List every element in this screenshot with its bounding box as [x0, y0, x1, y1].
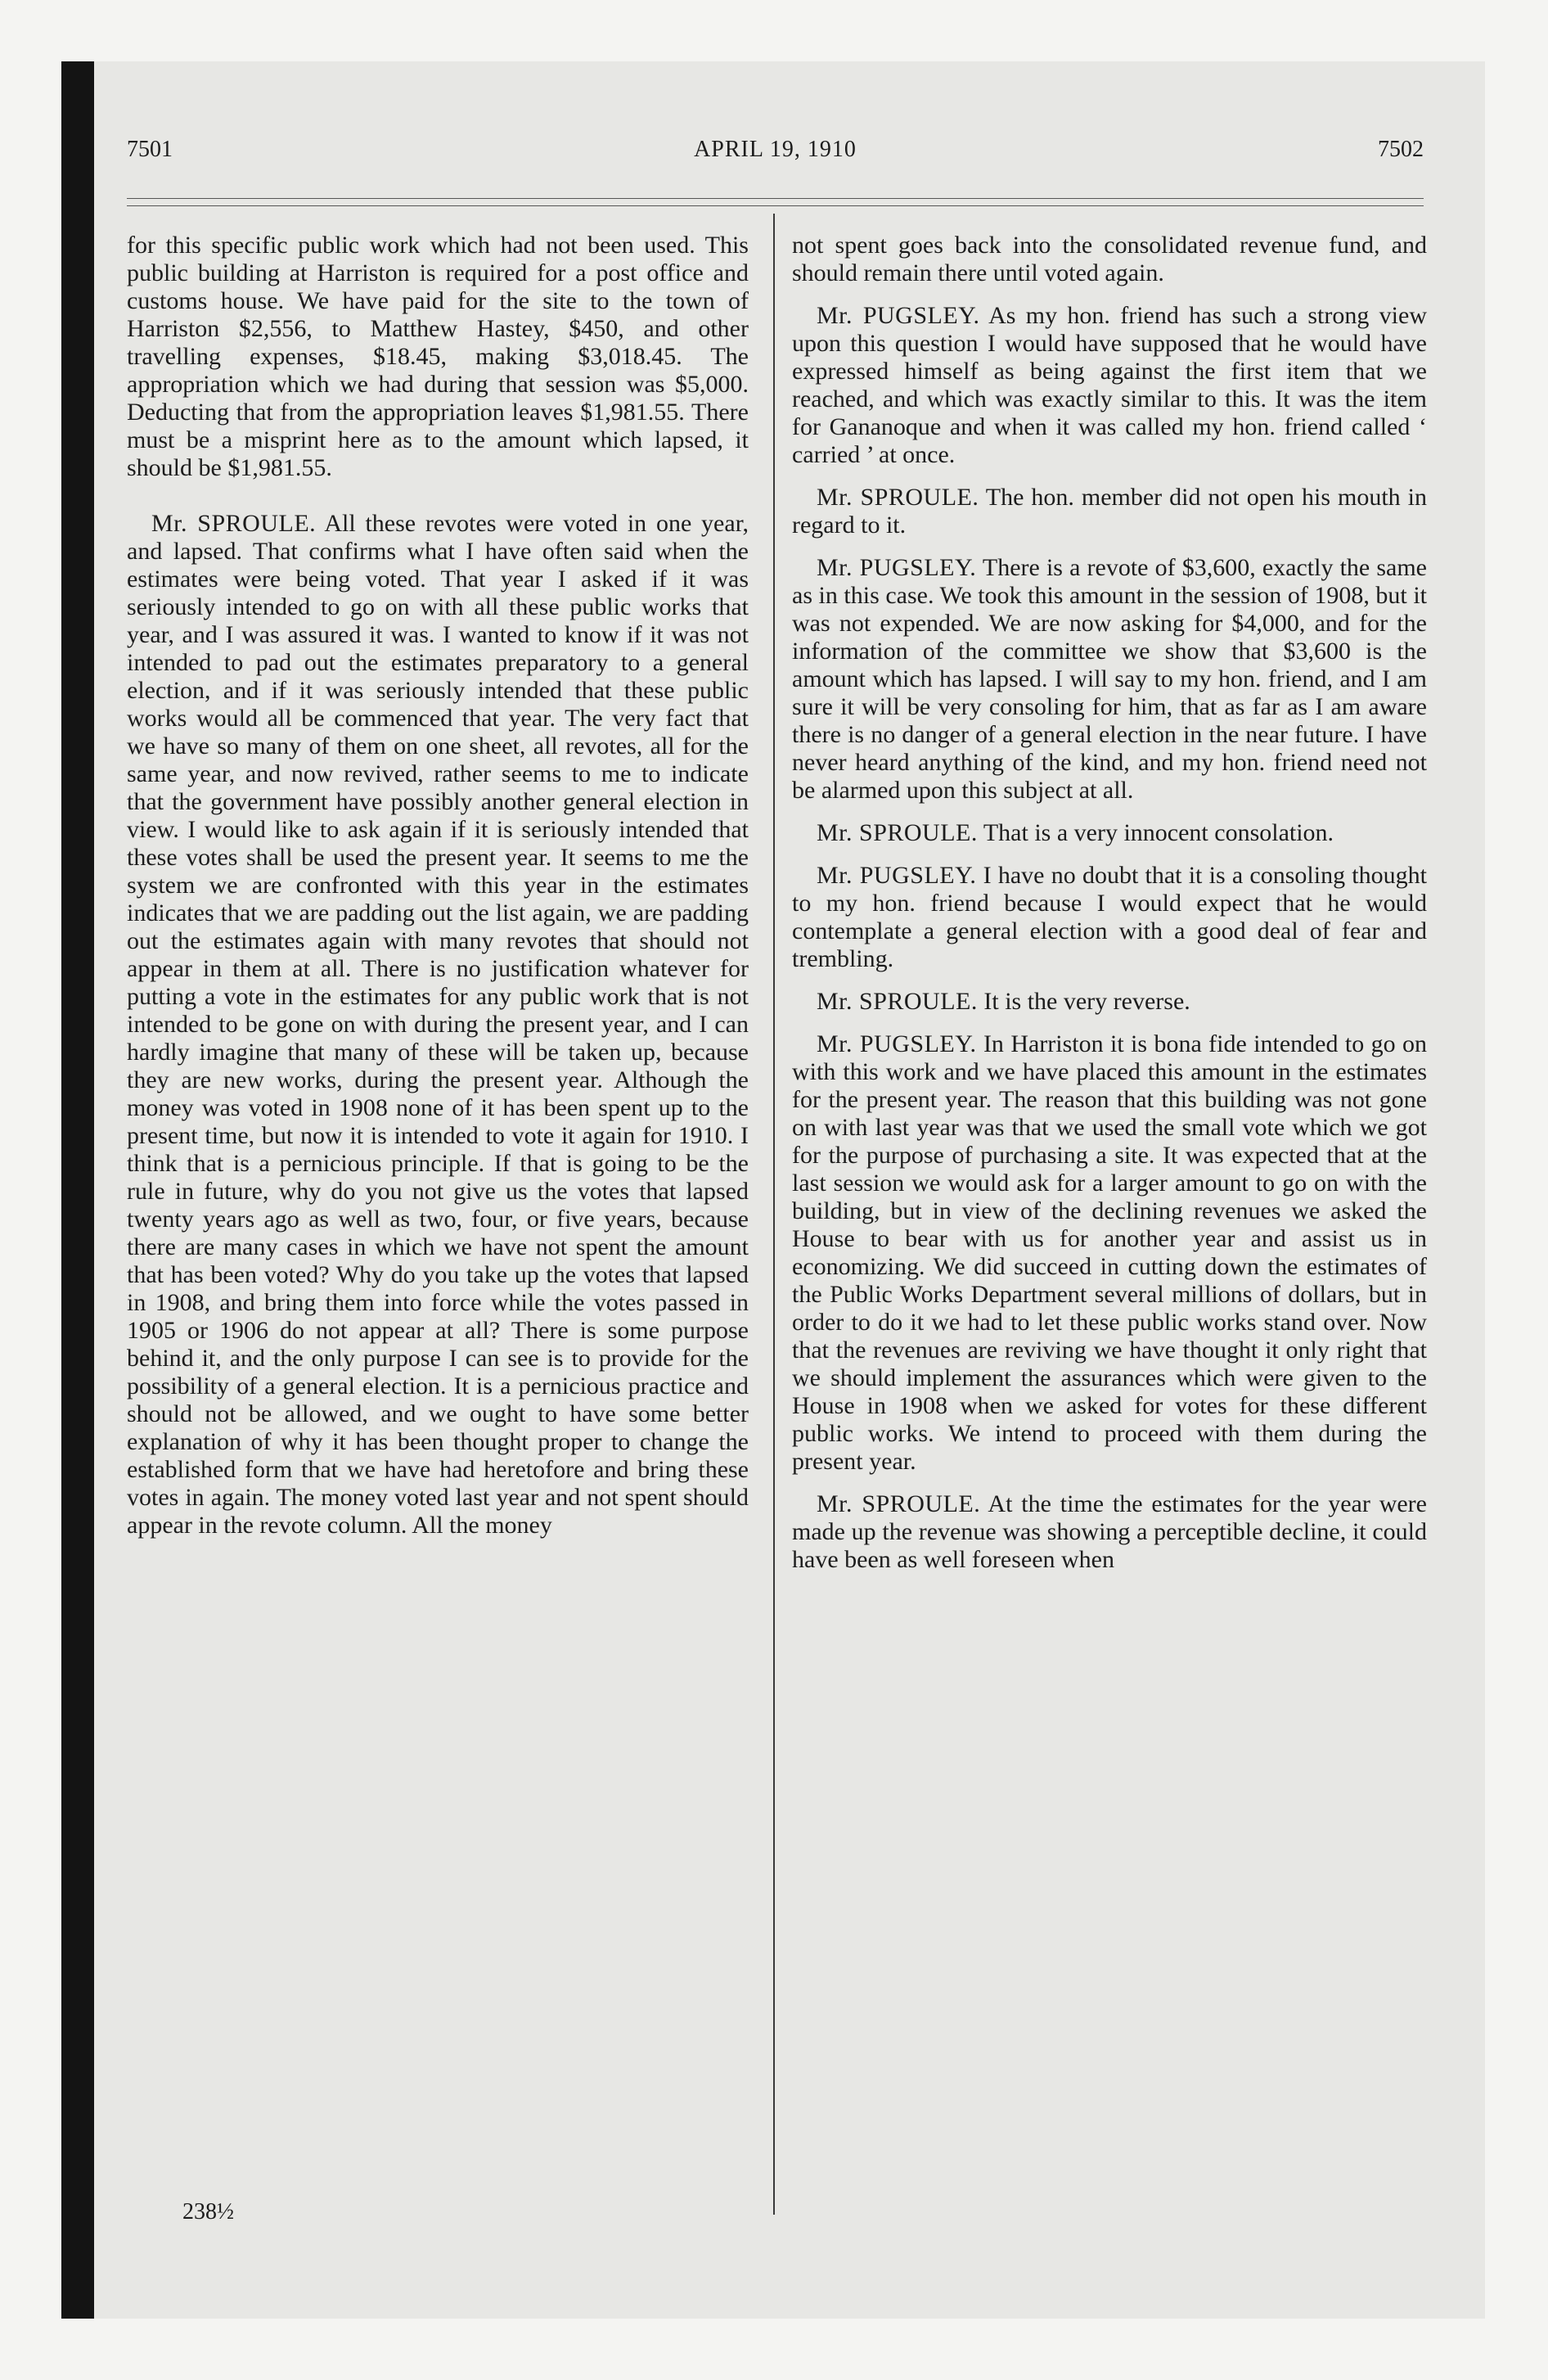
- paragraph-text: In Harriston it is bona fide intended to go on with this work and we have placed this amount in the estimates for the present year. The reason that this building was not gone on with last year was that we used the small vote which we got for the purpose of purchasing a site. It was expected that at the last session we would ask for a larger amount to go on with the building, but in view of the declining revenues we asked the House to bear with us for another year and assist us in economizing. We did succeed in cutting down the estimates of the Public Works Department several millions of dollars, but in order to do it we had to let these public works stand over. Now that the revenues are reviving we have thought it only right that we should implement the assurances which were given to the House in 1908 when we asked for votes for these different public works. We intend to proceed with them during the present year.: [792, 1030, 1427, 1475]
- page-number-left: 7501: [127, 137, 173, 162]
- paragraph: [792, 484, 1427, 539]
- speaker-name: Mr. SPROULE.: [817, 819, 978, 846]
- paragraph-text: At the time the estimates for the year were made up the revenue was showing a perceptible decline, it could have been as well foreseen when: [792, 1490, 1427, 1573]
- signature-mark: 238½: [182, 2199, 234, 2224]
- paragraph-text: There is a revote of $3,600, exactly the same as in this case. We took this amount in the session of 1908, but it was not expended. We are now asking for $4,000, and for the information of the committee we show that $3,600 is the amount which has lapsed. I will say to my hon. friend, and I am sure it will be very consoling for him, that as far as I am aware there is no danger of a general election in the near future. I have never heard anything of the kind, and my hon. friend need not be alarmed upon this subject at all.: [792, 554, 1427, 804]
- paragraph: [792, 554, 1427, 805]
- paragraph: not spent goes back into the consolidated revenue fund, and should remain there until voted again.: [792, 232, 1427, 286]
- binding-spine: [61, 61, 94, 2319]
- paragraph-text: That is a very innocent consolation.: [983, 819, 1334, 846]
- paragraph: [127, 510, 749, 1539]
- paragraph: [792, 819, 1427, 847]
- paragraph: for this specific public work which had not been used. This public building at Harriston is required for a post office and customs house. We have paid for the site to the town of Harriston $2,556, to Matthew Hastey, $450, and other travelling expenses, $18.45, making $3,018.45. The appropriation which we had during that session was $5,000. Deducting that from the appropriation leaves $1,981.55. There must be a misprint here as to the amount which lapsed, it should be $1,981.55.: [127, 232, 749, 481]
- speaker-name: Mr. SPROULE.: [817, 988, 978, 1015]
- header-rule-bottom: [127, 205, 1424, 206]
- column-divider: [773, 214, 775, 2215]
- speaker-name: Mr. PUGSLEY.: [817, 862, 977, 889]
- paragraph-text: The hon. member did not open his mouth in regard to it.: [792, 484, 1427, 539]
- speaker-name: Mr. SPROULE.: [817, 484, 979, 511]
- paragraph-text: It is the very reverse.: [983, 988, 1190, 1015]
- left-column: [127, 232, 749, 1554]
- paragraph-text: I have no doubt that it is a consoling thought to my hon. friend because I would expect that he would contemplate a general election with a good deal of fear and trembling.: [792, 862, 1427, 972]
- speaker-name: Mr. PUGSLEY.: [817, 554, 977, 581]
- speaker-name: Mr. PUGSLEY.: [817, 302, 980, 329]
- paragraph-text: As my hon. friend has such a strong view upon this question I would have supposed that he would have expressed himself as being against the first item that we reached, and which was exactly similar to this. It was the item for Gananoque and when it was called my hon. friend called ‘ carried ’ at once.: [792, 302, 1427, 468]
- speaker-name: Mr. SPROULE.: [817, 1490, 981, 1517]
- page-header: [127, 137, 1424, 169]
- header-rule-top: [127, 198, 1424, 199]
- paragraph: [792, 988, 1427, 1016]
- paragraph: [792, 1030, 1427, 1476]
- speaker-name: Mr. SPROULE.: [151, 510, 317, 537]
- document-page: [61, 61, 1485, 2319]
- paragraph-text: All these revotes were voted in one year, and lapsed. That confirms what I have often said when the estimates were being voted. That year I asked if it was seriously intended to go on with all these public works that year, and I was assured it was. I wanted to know if it was not intended to pad out the estimates preparatory to a general election, and if it was seriously intended that these public works would all be commenced that year. The very fact that we have so many of them on one sheet, all revotes, all for the same year, and now revived, rather seems to me to indicate that the government have possibly another general election in view. I would like to ask again if it is seriously intended that these votes shall be used the present year. It seems to me the system we are confronted with this year in the estimates indicates that we are padding out the list again, we are padding out the estimates again with many revotes that should not appear in them at all. There is no justification whatever for putting a vote in the estimates for any public work that is not intended to be gone on with during the present year, and I can hardly imagine that many of these will be taken up, because they are new works, during the present year. Although the money was voted in 1908 none of it has been spent up to the present time, but now it is intended to vote it again for 1910. I think that is a pernicious principle. If that is going to be the rule in future, why do you not give us the votes that lapsed twenty years ago as well as two, four, or five years, because there are many cases in which we have not spent the amount that has been voted? Why do you take up the votes that lapsed in 1908, and bring them into force while the votes passed in 1905 or 1906 do not appear at all? There is some purpose behind it, and the only purpose I can see is to provide for the possibility of a general election. It is a pernicious practice and should not be allowed, and we ought to have some better explanation of why it has been thought proper to change the established form that we have had heretofore and bring these votes in again. The money voted last year and not spent should appear in the revote column. All the money: [127, 510, 749, 1539]
- page-date: APRIL 19, 1910: [694, 137, 857, 162]
- right-column: [792, 232, 1427, 1589]
- paragraph: [792, 862, 1427, 973]
- paragraph: [792, 1490, 1427, 1574]
- page-number-right: 7502: [1378, 137, 1424, 162]
- speaker-name: Mr. PUGSLEY.: [817, 1030, 977, 1057]
- paragraph: [792, 302, 1427, 469]
